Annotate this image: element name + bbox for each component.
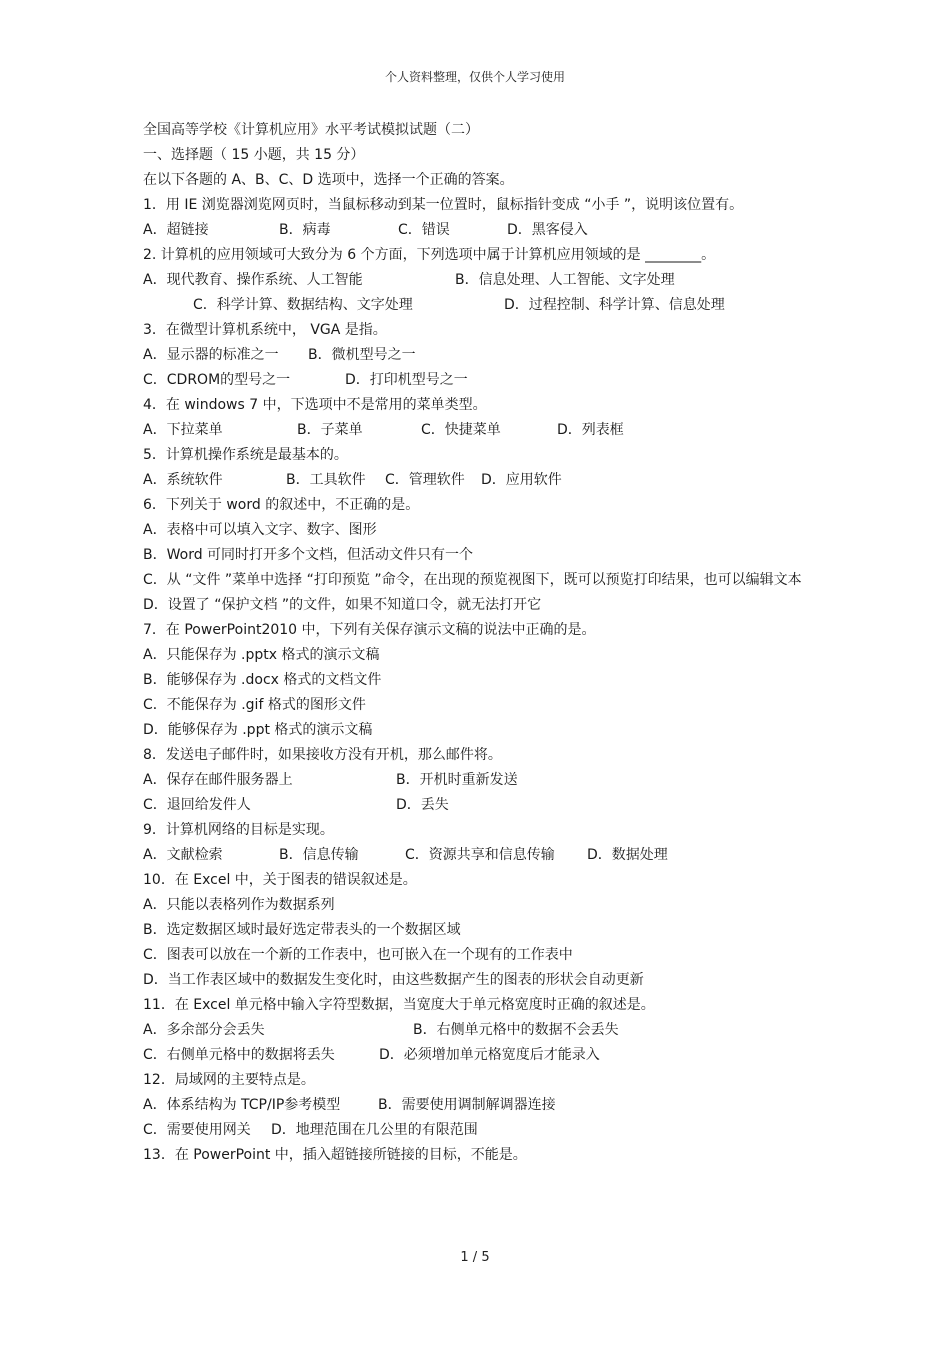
- option-a: A．表格中可以填入文字、数字、图形: [143, 522, 377, 538]
- option-a: A．超链接: [143, 222, 209, 238]
- option-d: D．应用软件: [481, 472, 562, 488]
- question-2-options-cd: [143, 293, 808, 318]
- option-d: D．数据处理: [587, 847, 668, 863]
- question-5-options: [143, 468, 808, 493]
- option-b: B．子菜单: [297, 422, 363, 438]
- option-c: C．管理软件: [385, 472, 465, 488]
- option-c: C．快捷菜单: [421, 422, 501, 438]
- question-12-options-ab: [143, 1093, 808, 1118]
- question-7-stem: 7．在 PowerPoint2010 中，下列有关保存演示文稿的说法中正确的是。: [143, 622, 596, 638]
- option-d: D．必须增加单元格宽度后才能录入: [379, 1047, 600, 1063]
- question-5-stem: 5．计算机操作系统是最基本的。: [143, 447, 348, 463]
- question-11-options-cd: [143, 1043, 808, 1068]
- option-a: A．文献检索: [143, 847, 223, 863]
- question-8-options-ab: [143, 768, 808, 793]
- option-c: C．资源共享和信息传输: [405, 847, 555, 863]
- option-d: D．黑客侵入: [507, 222, 588, 238]
- page-header: 个人资料整理，仅供个人学习使用: [384, 70, 565, 84]
- question-9-options: [143, 843, 808, 868]
- option-b: B．信息处理、人工智能、文字处理: [455, 272, 675, 288]
- option-d: D．列表框: [557, 422, 624, 438]
- question-4-options: [143, 418, 808, 443]
- option-b: B．信息传输: [279, 847, 359, 863]
- question-6-stem: 6．下列关于 word 的叙述中，不正确的是。: [143, 497, 420, 513]
- question-3-options-cd: [143, 368, 808, 393]
- option-c: C．退回给发件人: [143, 797, 251, 813]
- option-d: D．过程控制、科学计算、信息处理: [504, 297, 725, 313]
- option-b: B．能够保存为 .docx 格式的文档文件: [143, 672, 382, 688]
- option-b: B．Word 可同时打开多个文档，但活动文件只有一个: [143, 547, 474, 563]
- option-b: B．病毒: [279, 222, 331, 238]
- option-c: C．需要使用网关: [143, 1122, 251, 1138]
- option-c: C．图表可以放在一个新的工作表中，也可嵌入在一个现有的工作表中: [143, 947, 573, 963]
- option-c: C．右侧单元格中的数据将丢失: [143, 1047, 335, 1063]
- question-3-options-ab: [143, 343, 808, 368]
- option-c: C．从 “文件 ”菜单中选择 “打印预览 ”命令，在出现的预览视图下，既可以预览打印结果，也可以编辑文本: [143, 572, 802, 588]
- option-a: A．体系结构为 TCP/IP参考模型: [143, 1097, 341, 1113]
- option-c: C．错误: [398, 222, 450, 238]
- option-d: D．当工作表区域中的数据发生变化时，由这些数据产生的图表的形状会自动更新: [143, 972, 644, 988]
- option-b: B．选定数据区域时最好选定带表头的一个数据区域: [143, 922, 461, 938]
- question-12-stem: 12．局域网的主要特点是。: [143, 1072, 315, 1088]
- question-2-stem: 2. 计算机的应用领域可大致分为 6 个方面，下列选项中属于计算机应用领域的是 ________。: [143, 247, 716, 263]
- question-4-stem: 4．在 windows 7 中，下选项中不是常用的菜单类型。: [143, 397, 487, 413]
- option-a: A．只能以表格列作为数据系列: [143, 897, 335, 913]
- question-11-stem: 11．在 Excel 单元格中输入字符型数据，当宽度大于单元格宽度时正确的叙述是。: [143, 997, 655, 1013]
- option-c: C．不能保存为 .gif 格式的图形文件: [143, 697, 366, 713]
- option-b: B．需要使用调制解调器连接: [378, 1097, 556, 1113]
- question-13-stem: 13．在 PowerPoint 中，插入超链接所链接的目标，不能是。: [143, 1147, 527, 1163]
- option-b: B．右侧单元格中的数据不会丢失: [413, 1022, 619, 1038]
- question-1-stem: 1．用 IE 浏览器浏览网页时，当鼠标移动到某一位置时，鼠标指针变成 “小手 ”，说明该位置有。: [143, 197, 744, 213]
- option-b: B．开机时重新发送: [396, 772, 518, 788]
- page-number: 1 / 5: [460, 1250, 490, 1265]
- question-9-stem: 9．计算机网络的目标是实现。: [143, 822, 334, 838]
- question-2-options-ab: [143, 268, 808, 293]
- question-12-options-cd: [143, 1118, 808, 1143]
- document-body: [143, 118, 808, 1168]
- option-a: A．显示器的标准之一: [143, 347, 279, 363]
- instruction-text: 在以下各题的 A、B、C、D 选项中，选择一个正确的答案。: [143, 172, 514, 188]
- option-a: A．多余部分会丢失: [143, 1022, 265, 1038]
- option-d: D．地理范围在几公里的有限范围: [271, 1122, 478, 1138]
- question-11-options-ab: [143, 1018, 808, 1043]
- question-3-stem: 3．在微型计算机系统中， VGA 是指。: [143, 322, 387, 338]
- option-a: A．系统软件: [143, 472, 223, 488]
- question-10-stem: 10．在 Excel 中，关于图表的错误叙述是。: [143, 872, 417, 888]
- option-d: D．设置了 “保护文档 ”的文件，如果不知道口令，就无法打开它: [143, 597, 542, 613]
- option-a: A．保存在邮件服务器上: [143, 772, 293, 788]
- question-8-stem: 8．发送电子邮件时，如果接收方没有开机，那么邮件将。: [143, 747, 502, 763]
- question-1-options: [143, 218, 808, 243]
- option-c: C．科学计算、数据结构、文字处理: [193, 297, 413, 313]
- option-d: D．能够保存为 .ppt 格式的演示文稿: [143, 722, 373, 738]
- option-b: B．工具软件: [286, 472, 366, 488]
- document-title: 全国高等学校《计算机应用》水平考试模拟试题（二）: [143, 122, 479, 138]
- option-b: B．微机型号之一: [308, 347, 416, 363]
- option-a: A．只能保存为 .pptx 格式的演示文稿: [143, 647, 380, 663]
- option-c: C．CDROM的型号之一: [143, 372, 291, 388]
- section-heading: 一、选择题（ 15 小题，共 15 分）: [143, 147, 365, 163]
- question-8-options-cd: [143, 793, 808, 818]
- option-a: A．下拉菜单: [143, 422, 223, 438]
- option-d: D．打印机型号之一: [345, 372, 468, 388]
- option-a: A．现代教育、操作系统、人工智能: [143, 272, 363, 288]
- option-d: D．丢失: [396, 797, 449, 813]
